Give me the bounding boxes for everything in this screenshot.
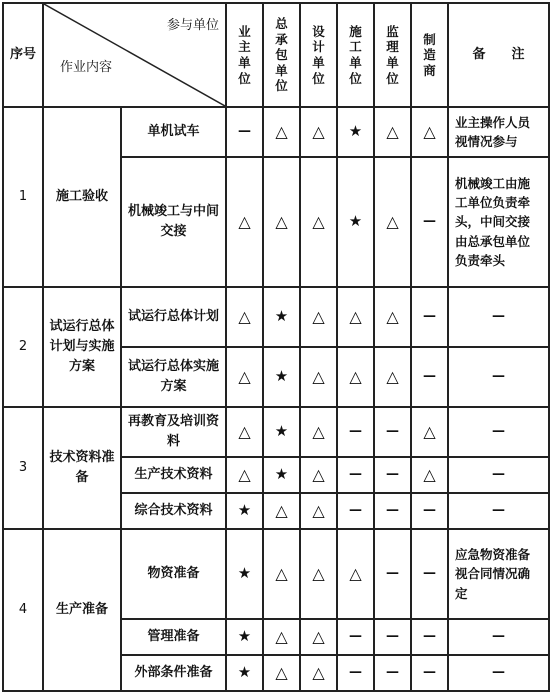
table-row [3,287,549,347]
lead-mark: ★ [226,529,263,619]
none-mark: — [374,457,411,493]
participate-mark: △ [300,457,337,493]
participate-mark: △ [300,107,337,157]
lead-mark: ★ [263,287,300,347]
item-name: 综合技术资料 [121,493,226,529]
none-mark: — [374,619,411,655]
header-col-owner: 业主单位 [226,3,263,107]
participate-mark: △ [411,107,448,157]
item-name: 再教育及培训资料 [121,407,226,457]
responsibility-matrix-table [2,2,550,692]
lead-mark: ★ [226,619,263,655]
table-row [3,529,549,619]
none-mark: — [374,493,411,529]
participate-mark: △ [411,457,448,493]
item-name: 物资准备 [121,529,226,619]
item-name: 单机试车 [121,107,226,157]
participate-mark: △ [300,529,337,619]
group-number: 1 [3,107,43,287]
none-mark: — [337,655,374,691]
participate-mark: △ [300,157,337,287]
item-name: 机械竣工与中间交接 [121,157,226,287]
table-row [3,407,549,457]
participate-mark: △ [226,157,263,287]
item-name: 试运行总体计划 [121,287,226,347]
item-name: 外部条件准备 [121,655,226,691]
none-mark: — [411,157,448,287]
participate-mark: △ [374,107,411,157]
participate-mark: △ [300,619,337,655]
item-name: 管理准备 [121,619,226,655]
lead-mark: ★ [337,107,374,157]
remark-cell: 机械竣工由施工单位负责牵头，中间交接由总承包单位负责牵头 [448,157,549,287]
participate-mark: △ [226,407,263,457]
participate-mark: △ [263,493,300,529]
item-name: 试运行总体实施方案 [121,347,226,407]
remark-cell: 应急物资准备视合同情况确定 [448,529,549,619]
remark-cell: — [448,457,549,493]
group-number: 2 [3,287,43,407]
none-mark: — [226,107,263,157]
participate-mark: △ [411,407,448,457]
remark-cell: — [448,347,549,407]
none-mark: — [374,529,411,619]
header-row [3,3,549,107]
participate-mark: △ [263,655,300,691]
none-mark: — [411,347,448,407]
lead-mark: ★ [226,655,263,691]
lead-mark: ★ [226,493,263,529]
group-name: 试运行总体计划与实施方案 [43,287,121,407]
item-name: 生产技术资料 [121,457,226,493]
header-col-construction: 施工单位 [337,3,374,107]
none-mark: — [337,457,374,493]
participate-mark: △ [263,619,300,655]
group-name: 生产准备 [43,529,121,691]
header-col-supervision: 监理单位 [374,3,411,107]
participate-mark: △ [300,493,337,529]
lead-mark: ★ [263,407,300,457]
participate-mark: △ [337,347,374,407]
participate-mark: △ [300,287,337,347]
none-mark: — [411,287,448,347]
header-col-manufacturer: 制造商 [411,3,448,107]
table-row [3,107,549,157]
participate-mark: △ [337,529,374,619]
lead-mark: ★ [263,457,300,493]
header-work-content: 作业内容 [60,59,113,75]
header-col-epc: 总承包单位 [263,3,300,107]
remark-cell: — [448,407,549,457]
participate-mark: △ [300,407,337,457]
participate-mark: △ [226,457,263,493]
participate-mark: △ [300,347,337,407]
header-diagonal-cell [43,3,226,107]
group-number: 3 [3,407,43,529]
participate-mark: △ [263,157,300,287]
none-mark: — [411,655,448,691]
none-mark: — [337,619,374,655]
remark-cell: — [448,287,549,347]
group-number: 4 [3,529,43,691]
none-mark: — [337,407,374,457]
group-name: 施工验收 [43,107,121,287]
participate-mark: △ [374,157,411,287]
lead-mark: ★ [337,157,374,287]
none-mark: — [411,529,448,619]
remark-cell: 业主操作人员视情况参与 [448,107,549,157]
remark-cell: — [448,619,549,655]
remark-cell: — [448,655,549,691]
group-name: 技术资料准备 [43,407,121,529]
remark-cell: — [448,493,549,529]
participate-mark: △ [374,287,411,347]
participate-mark: △ [263,529,300,619]
none-mark: — [411,493,448,529]
participate-mark: △ [300,655,337,691]
participate-mark: △ [263,107,300,157]
lead-mark: ★ [263,347,300,407]
none-mark: — [411,619,448,655]
header-remark: 备 注 [448,3,549,107]
none-mark: — [374,407,411,457]
participate-mark: △ [374,347,411,407]
participate-mark: △ [337,287,374,347]
participate-mark: △ [226,287,263,347]
header-participant: 参与单位 [166,18,219,33]
none-mark: — [337,493,374,529]
participate-mark: △ [226,347,263,407]
header-seq: 序号 [3,3,43,107]
header-col-design: 设计单位 [300,3,337,107]
none-mark: — [374,655,411,691]
